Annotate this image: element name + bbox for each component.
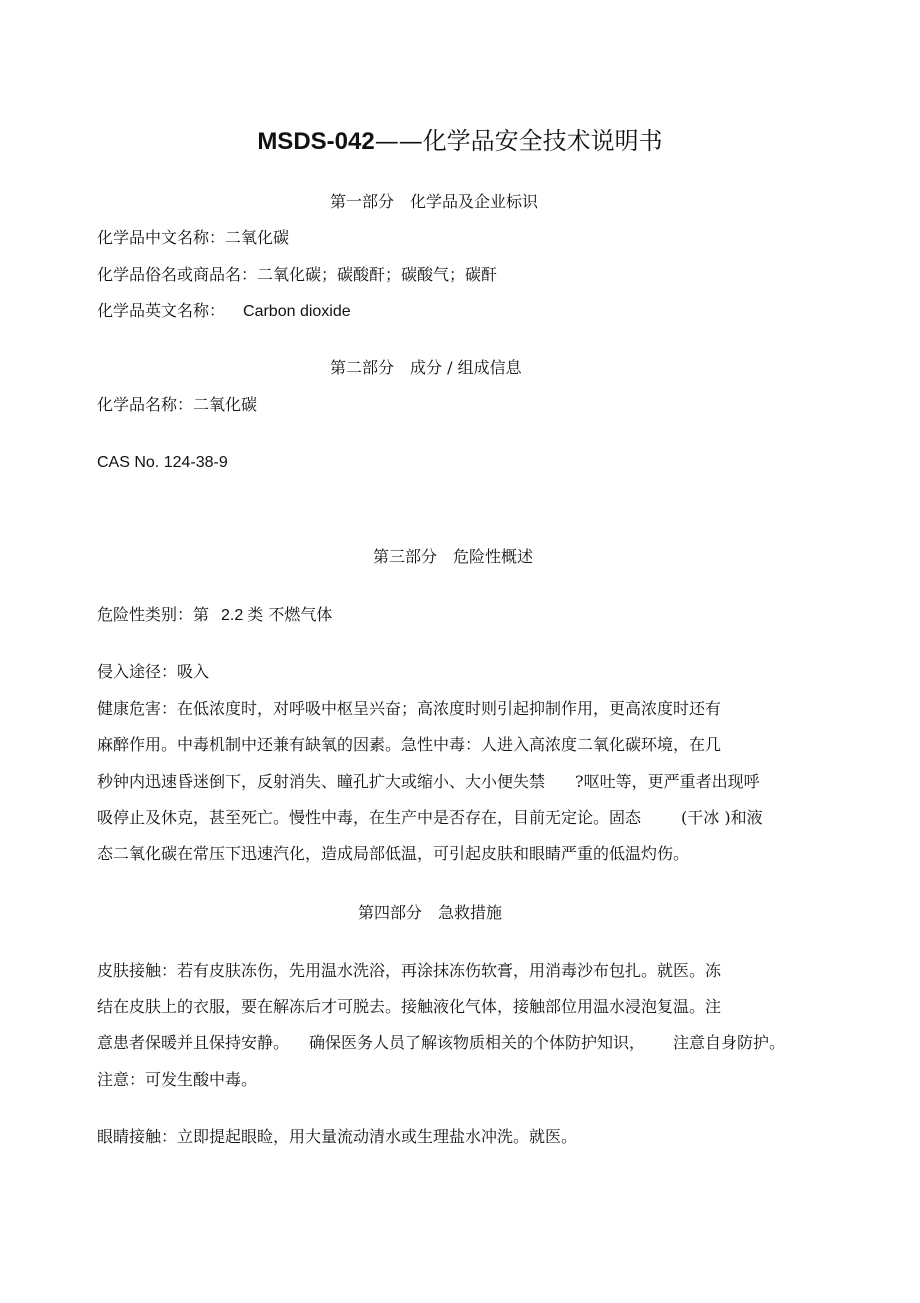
- health-hazard-line-3b: ?呕吐等，更严重者出现呼: [575, 772, 760, 791]
- english-name-line: [97, 300, 351, 323]
- health-hazard-line-5: 态二氧化碳在常压下迅速汽化，造成局部低温，可引起皮肤和眼睛严重的低温灼伤。: [97, 844, 690, 863]
- hazard-class-rest: 类 不燃气体: [247, 605, 333, 624]
- skin-contact-line-3c: 注意自身防护。: [673, 1033, 786, 1052]
- skin-contact-line-3a: 意患者保暖并且保持安静。: [97, 1033, 290, 1052]
- health-hazard-line-3: [97, 771, 760, 793]
- skin-contact-line-1: 皮肤接触：若有皮肤冻伤，先用温水洗浴，再涂抹冻伤软膏，用消毒沙布包扎。就医。冻: [97, 961, 722, 980]
- health-hazard-line-2: 麻醉作用。中毒机制中还兼有缺氧的因素。急性中毒：人进入高浓度二氧化碳环境，在几: [97, 735, 722, 754]
- health-hazard-line-4b: (干冰 )和液: [681, 808, 763, 827]
- health-hazard-line-4a: 吸停止及休克，甚至死亡。慢性中毒，在生产中是否存在，目前无定论。固态: [97, 808, 642, 827]
- english-name-value: Carbon dioxide: [243, 303, 351, 320]
- skin-contact-line-4: 注意：可发生酸中毒。: [97, 1070, 258, 1089]
- health-hazard-line-1: 健康危害：在低浓度时，对呼吸中枢呈兴奋；高浓度时则引起抑制作用，更高浓度时还有: [97, 699, 722, 718]
- section-heading-part4: 第四部分 急救措施: [358, 903, 503, 922]
- chemical-name-line: 化学品名称：二氧化碳: [97, 395, 258, 414]
- hazard-class-value: 2.2: [221, 607, 244, 624]
- skin-contact-line-2: 结在皮肤上的衣服，要在解冻后才可脱去。接触液化气体，接触部位用温水浸泡复温。注: [97, 997, 722, 1016]
- skin-contact-line-3b: 确保医务人员了解该物质相关的个体防护知识，: [309, 1033, 646, 1052]
- section-heading-part1: 第一部分 化学品及企业标识: [330, 192, 539, 211]
- english-name-label: 化学品英文名称：: [97, 301, 226, 320]
- health-hazard-line-4: [97, 807, 763, 829]
- title-text: ——化学品安全技术说明书: [374, 127, 663, 155]
- cas-number-line: CAS No. 124-38-9: [97, 454, 228, 471]
- document-title: [0, 124, 920, 159]
- section-heading-part2: 第二部分 成分 / 组成信息: [330, 358, 522, 377]
- skin-contact-line-3: [97, 1032, 785, 1054]
- hazard-class-line: [97, 604, 332, 627]
- health-hazard-line-3a: 秒钟内迅速昏迷倒下，反射消失、瞳孔扩大或缩小、大小便失禁: [97, 772, 546, 791]
- exposure-route-line: 侵入途径：吸入: [97, 662, 210, 681]
- section-heading-part3: 第三部分 危险性概述: [373, 547, 534, 566]
- chinese-name-line: 化学品中文名称：二氧化碳: [97, 228, 290, 247]
- hazard-class-label: 危险性类别：第: [97, 605, 210, 624]
- common-name-line: 化学品俗名或商品名：二氧化碳；碳酸酐；碳酸气；碳酐: [97, 265, 498, 284]
- eye-contact-line: 眼睛接触：立即提起眼睑，用大量流动清水或生理盐水冲洗。就医。: [97, 1127, 578, 1146]
- title-code: MSDS-042: [257, 128, 375, 155]
